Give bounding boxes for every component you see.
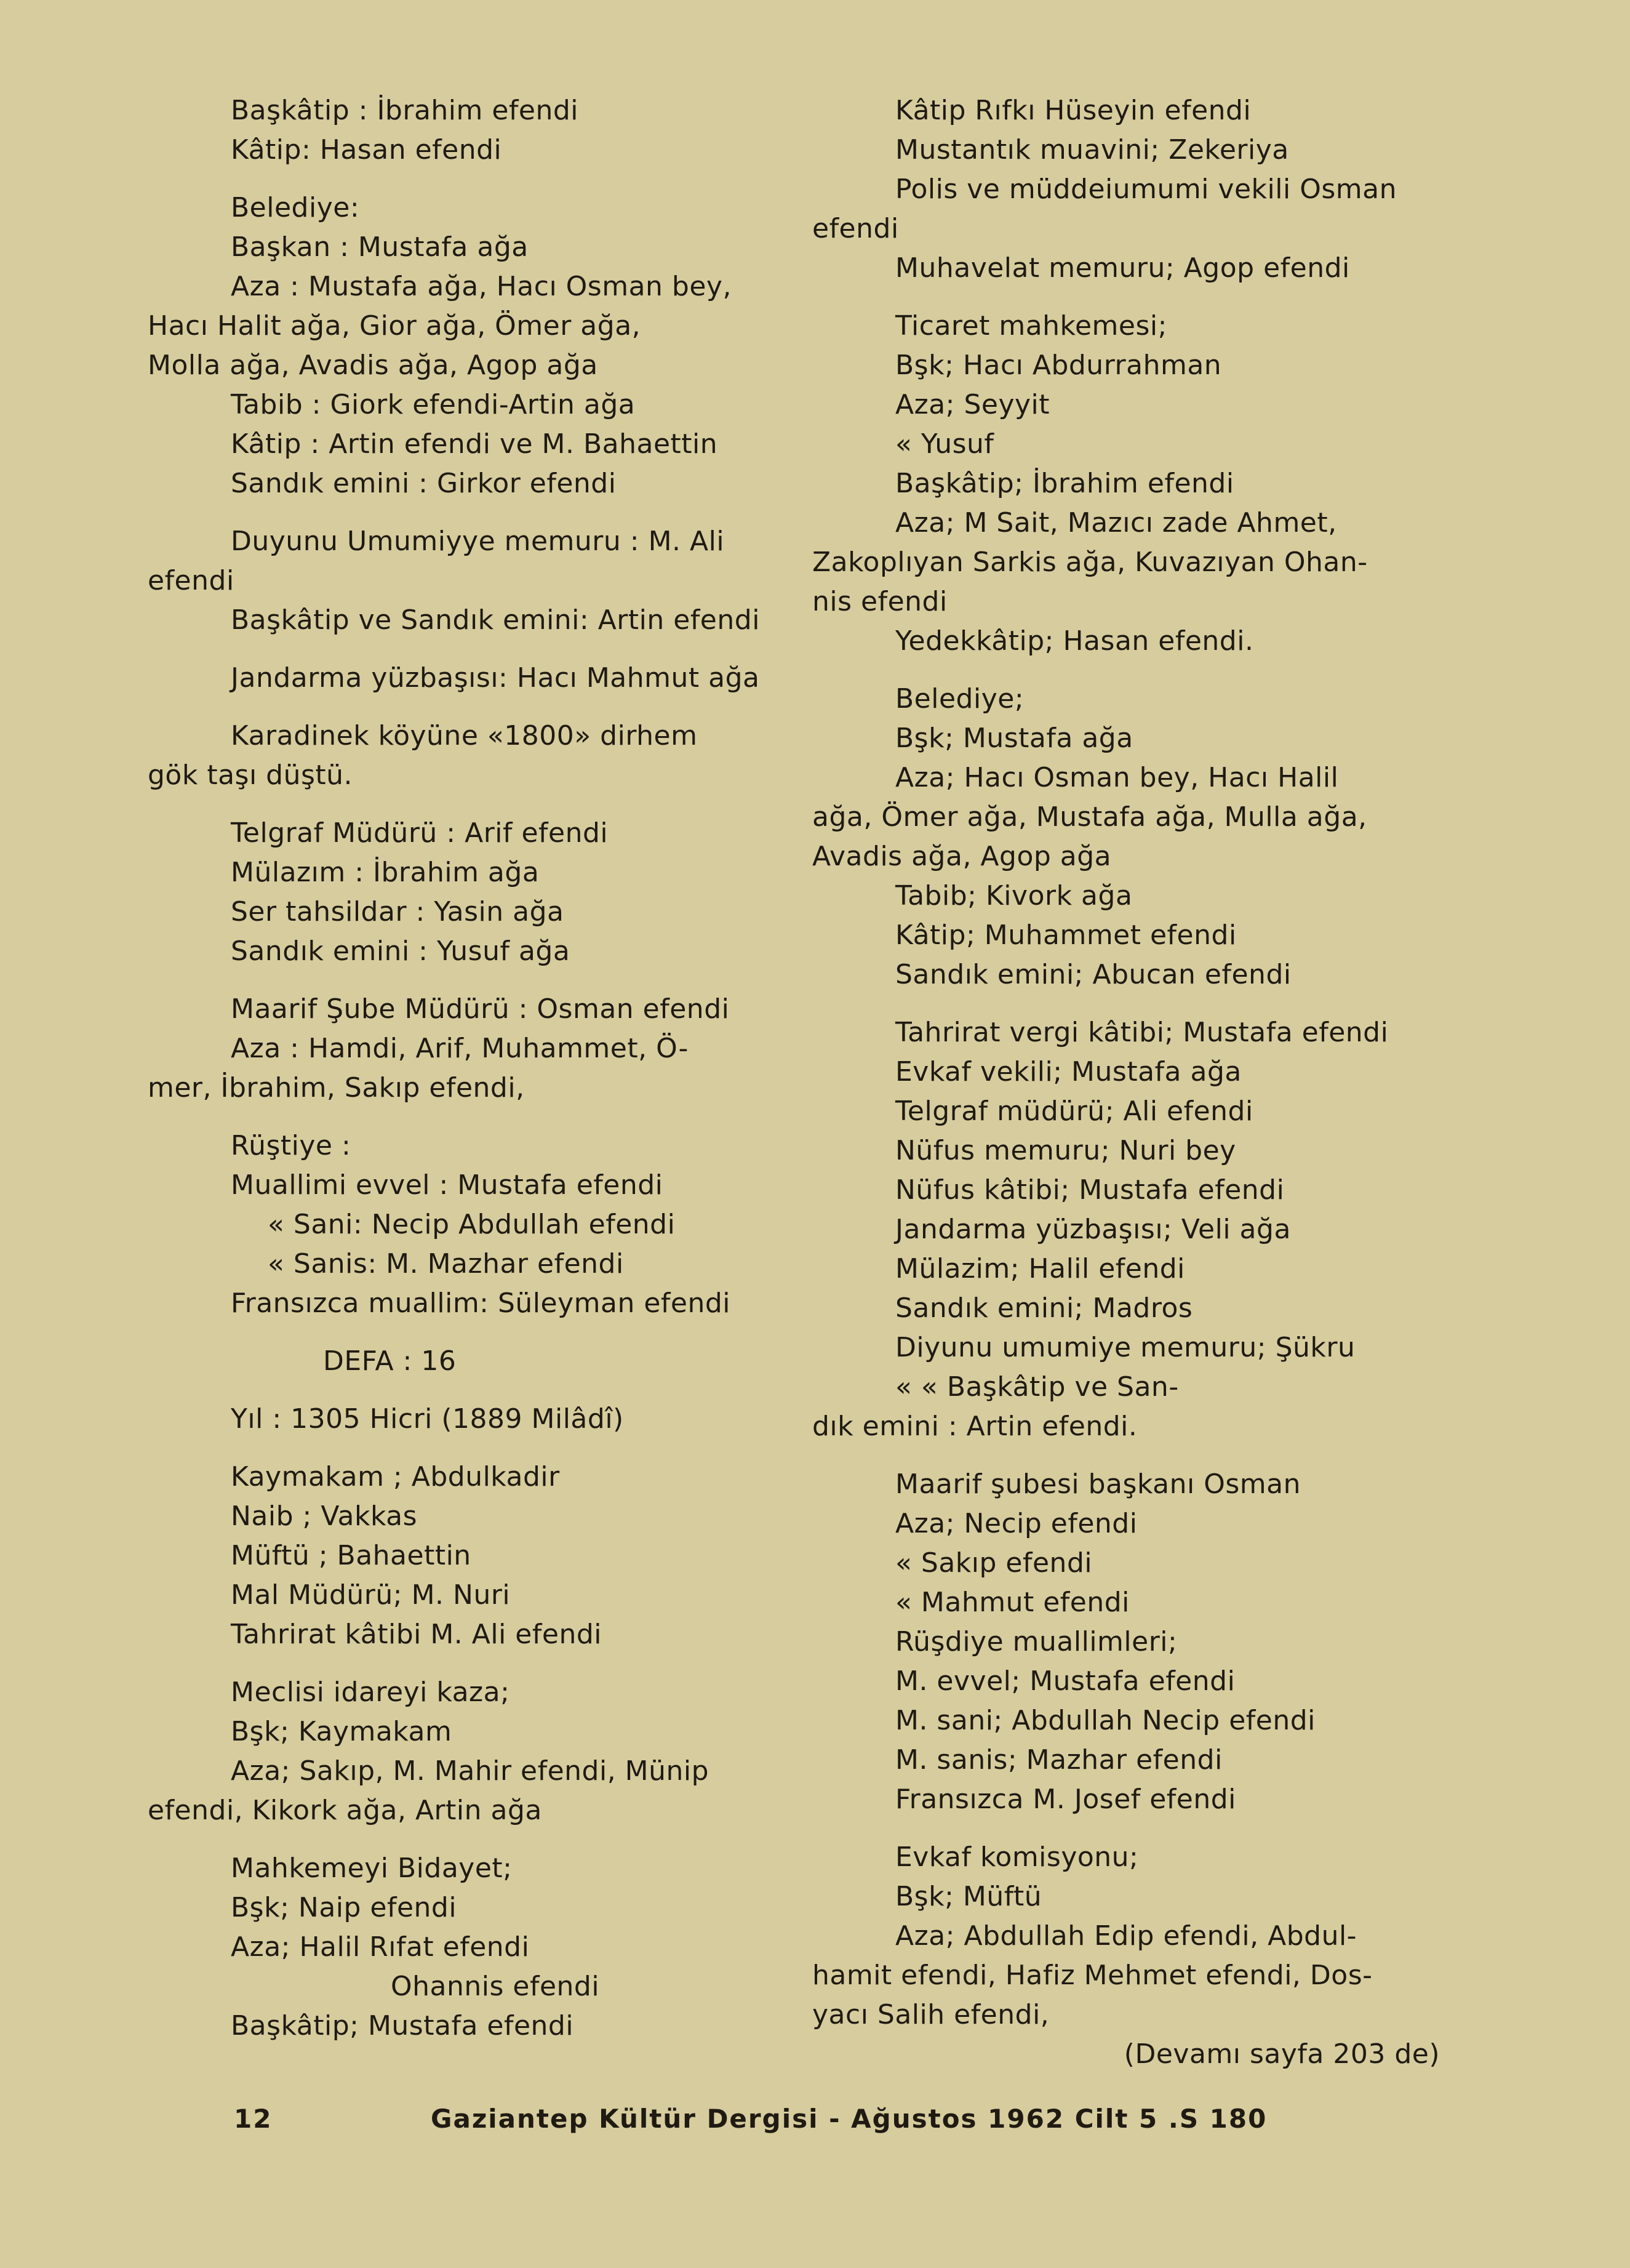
text-line: Molla ağa, Avadis ağa, Agop ağa: [148, 350, 598, 381]
text-line: « Yusuf: [895, 428, 994, 460]
text-line: « Mahmut efendi: [895, 1587, 1130, 1618]
text-line: Yedekkâtip; Hasan efendi.: [895, 625, 1254, 657]
text-line: Kâtip; Muhammet efendi: [895, 920, 1237, 951]
text-line: Sandık emini : Girkor efendi: [231, 468, 617, 499]
section-heading: Ticaret mahkemesi;: [895, 310, 1167, 342]
text-line: Sandık emini : Yusuf ağa: [231, 936, 570, 967]
text-line: Tabib; Kivork ağa: [895, 880, 1133, 912]
text-line: Aza : Hamdi, Arif, Muhammet, Ö-: [231, 1033, 689, 1064]
section-heading: Evkaf komisyonu;: [895, 1841, 1139, 1873]
text-line: Aza; Necip efendi: [895, 1508, 1138, 1539]
left-column: [148, 91, 788, 2046]
text-line: Tabib : Giork efendi-Artin ağa: [231, 389, 636, 420]
journal-citation: Gaziantep Kültür Dergisi - Ağustos 1962 Cilt 5 .S 180: [431, 2104, 1268, 2134]
page-number: 12: [234, 2104, 273, 2134]
text-line: « Sanis: M. Mazhar efendi: [268, 1248, 624, 1280]
text-line: Başkâtip : İbrahim efendi: [231, 95, 579, 126]
text-line: « « Başkâtip ve San-: [895, 1371, 1179, 1403]
text-line: Sandık emini; Madros: [895, 1292, 1193, 1324]
section-subtitle: Yıl : 1305 Hicri (1889 Milâdî): [231, 1403, 624, 1435]
text-line: Aza; Abdullah Edip efendi, Abdul-: [895, 1920, 1357, 1952]
right-column: [812, 91, 1464, 2074]
text-line: hamit efendi, Hafiz Mehmet efendi, Dos-: [812, 1960, 1373, 1991]
text-line: Jandarma yüzbaşısı; Veli ağa: [895, 1214, 1291, 1245]
text-line: Polis ve müddeiumumi vekili Osman: [895, 174, 1397, 205]
text-line: Bşk; Hacı Abdurrahman: [895, 350, 1222, 381]
text-line: Bşk; Mustafa ağa: [895, 723, 1133, 754]
text-line: Mülazım : İbrahim ağa: [231, 857, 540, 888]
text-line: Evkaf vekili; Mustafa ağa: [895, 1056, 1242, 1088]
text-line: Tahrirat vergi kâtibi; Mustafa efendi: [895, 1017, 1389, 1048]
text-line: Muhavelat memuru; Agop efendi: [895, 252, 1350, 284]
text-line: gök taşı düştü.: [148, 759, 353, 791]
text-line: « Sakıp efendi: [895, 1547, 1093, 1579]
text-line: Kaymakam ; Abdulkadir: [231, 1461, 560, 1493]
text-line: Naib ; Vakkas: [231, 1501, 418, 1532]
text-line: Müftü ; Bahaettin: [231, 1540, 471, 1571]
text-line: Duyunu Umumiyye memuru : M. Ali: [231, 526, 725, 557]
text-line: Maarif Şube Müdürü : Osman efendi: [231, 993, 730, 1025]
text-line: Maarif şubesi başkanı Osman: [895, 1469, 1301, 1500]
text-line: Bşk; Kaymakam: [231, 1716, 452, 1747]
text-line: Aza; M Sait, Mazıcı zade Ahmet,: [895, 507, 1337, 539]
text-line: dık emini : Artin efendi.: [812, 1411, 1138, 1442]
text-line: Fransızca M. Josef efendi: [895, 1784, 1236, 1815]
text-line: Zakoplıyan Sarkis ağa, Kuvazıyan Ohan-: [812, 547, 1368, 578]
text-line: Nüfus kâtibi; Mustafa efendi: [895, 1174, 1285, 1206]
text-line: Aza; Hacı Osman bey, Hacı Halil: [895, 762, 1339, 793]
text-line: Rüşdiye muallimleri;: [895, 1626, 1178, 1657]
text-line: yacı Salih efendi,: [812, 1999, 1050, 2030]
continuation-note: (Devamı sayfa 203 de): [1124, 2038, 1440, 2070]
text-line: Aza; Halil Rıfat efendi: [231, 1931, 530, 1963]
section-heading: Belediye:: [231, 192, 360, 223]
text-line: Jandarma yüzbaşısı: Hacı Mahmut ağa: [231, 662, 760, 694]
section-heading: Belediye;: [895, 683, 1025, 715]
text-line: Karadinek köyüne «1800» dirhem: [231, 720, 698, 751]
text-line: Avadis ağa, Agop ağa: [812, 841, 1112, 872]
text-line: efendi: [148, 565, 234, 596]
text-line: Bşk; Müftü: [895, 1881, 1042, 1912]
text-line: Diyunu umumiye memuru; Şükru: [895, 1332, 1356, 1363]
text-line: mer, İbrahim, Sakıp efendi,: [148, 1072, 525, 1104]
text-line: Aza : Mustafa ağa, Hacı Osman bey,: [231, 271, 732, 302]
text-line: Telgraf müdürü; Ali efendi: [895, 1096, 1253, 1127]
section-heading: Meclisi idareyi kaza;: [231, 1677, 510, 1708]
text-line: nis efendi: [812, 586, 948, 617]
text-line: Başkan : Mustafa ağa: [231, 231, 529, 263]
text-line: M. sani; Abdullah Necip efendi: [895, 1705, 1316, 1736]
text-line: ağa, Ömer ağa, Mustafa ağa, Mulla ağa,: [812, 801, 1367, 833]
text-line: efendi: [812, 213, 899, 244]
text-line: Başkâtip; Mustafa efendi: [231, 2010, 574, 2042]
text-line: Bşk; Naip efendi: [231, 1892, 457, 1923]
text-line: Aza; Seyyit: [895, 389, 1050, 420]
text-line: Tahrirat kâtibi M. Ali efendi: [231, 1619, 602, 1650]
text-line: Mustantık muavini; Zekeriya: [895, 134, 1289, 166]
text-line: Kâtip: Hasan efendi: [231, 134, 502, 166]
text-line: Başkâtip ve Sandık emini: Artin efendi: [231, 604, 760, 636]
text-line: Fransızca muallim: Süleyman efendi: [231, 1288, 731, 1319]
text-line: « Sani: Necip Abdullah efendi: [268, 1209, 676, 1240]
text-line: Mülazim; Halil efendi: [895, 1253, 1185, 1284]
text-line: Aza; Sakıp, M. Mahir efendi, Münip: [231, 1755, 709, 1787]
text-line: M. sanis; Mazhar efendi: [895, 1744, 1223, 1776]
text-line: Mal Müdürü; M. Nuri: [231, 1579, 511, 1611]
text-line: Muallimi evvel : Mustafa efendi: [231, 1169, 663, 1201]
text-line: Sandık emini; Abucan efendi: [895, 959, 1292, 990]
text-line: efendi, Kikork ağa, Artin ağa: [148, 1795, 542, 1826]
text-line: M. evvel; Mustafa efendi: [895, 1665, 1236, 1697]
section-heading: Mahkemeyi Bidayet;: [231, 1853, 513, 1884]
text-line: Nüfus memuru; Nuri bey: [895, 1135, 1236, 1166]
page-footer: [234, 2104, 1267, 2134]
section-heading: Rüştiye :: [231, 1130, 351, 1161]
text-line: Kâtip : Artin efendi ve M. Bahaettin: [231, 428, 718, 460]
text-line: Telgraf Müdürü : Arif efendi: [231, 817, 609, 849]
text-line: Hacı Halit ağa, Gior ağa, Ömer ağa,: [148, 310, 641, 342]
text-line: Başkâtip; İbrahim efendi: [895, 468, 1234, 499]
text-line: Ohannis efendi: [391, 1971, 600, 2002]
section-title: DEFA : 16: [323, 1345, 457, 1377]
text-line: Ser tahsildar : Yasin ağa: [231, 896, 564, 928]
text-line: Kâtip Rıfkı Hüseyin efendi: [895, 95, 1252, 126]
